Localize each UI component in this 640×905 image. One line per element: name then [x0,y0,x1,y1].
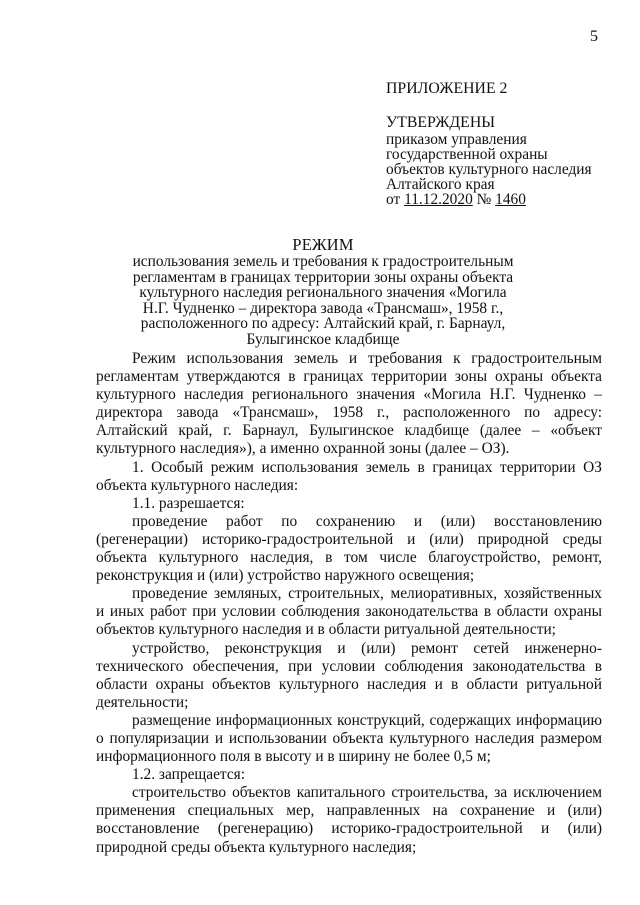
order-date-line [386,192,626,207]
allowed-item: проведение работ по сохранению и (или) восстановлению (регенерации) историко-градостроительной и (или) природной среды объекта культурного наследия, в том числе благоустройство, ремонт, реконструкция и (или) устройство наружного освещения; [96,512,602,585]
order-line: Алтайского края [386,176,495,193]
regime-subtitle-line: регламентам в границах территории зоны охраны объекта [132,268,514,286]
appendix-title: ПРИЛОЖЕНИЕ 2 [386,80,508,97]
allowed-item: размещение информационных конструкций, содержащих информацию о популяризации и использовании объекта культурного наследия размером информационного поля в высоту и в ширину не более 0,5 м; [96,711,602,766]
clause-1: 1. Особый режим использования земель в границах территории ОЗ объекта культурного наследия: [96,458,602,494]
order-line: государственной охраны [386,146,548,163]
clause-1-1: 1.1. разрешается: [132,494,245,512]
number-sign: № [472,191,496,208]
allowed-item: устройство, реконструкция и (или) ремонт сетей инженерно-технического обеспечения, при условии соблюдения законодательства в области охраны объектов культурного наследия и в области ритуальной деятельности; [96,639,602,711]
regime-subtitle [108,254,538,348]
page-number: 5 [590,28,598,45]
intro-paragraph: Режим использования земель и требования к градостроительным регламентам утверждаются в границах территории зоны охраны объекта культурного наследия регионального значения «Могила Н.Г. Чудненко – директора завода «Трансмаш», 1958 г., расположенного по адресу: Алтайский край, г. Барнаул, Булыгинское кладбище (далее – «объект культурного наследия»), а именно охранной зоны (далее – ОЗ). [96,350,602,458]
appendix-block [386,80,626,207]
regime-subtitle-line: использования земель и требования к градостроительным [132,253,514,270]
regime-subtitle-line: культурного наследия регионального значения «Могила [139,284,507,302]
regime-subtitle-line: Булыгинское кладбище [246,330,400,348]
order-reference [386,132,626,207]
clause-1-2: 1.2. запрещается: [132,766,246,784]
regime-heading: РЕЖИМ [292,235,354,254]
order-date: 11.12.2020 [404,191,473,208]
order-line: приказом управления [386,131,527,148]
regime-subtitle-line: Н.Г. Чудненко – директора завода «Трансмаш», 1958 г., [142,299,504,317]
date-prefix: от [386,191,405,208]
approved-heading: УТВЕРЖДЕНЫ [386,114,496,131]
regime-title-block [108,236,538,348]
document-body [96,350,602,857]
regime-subtitle-line: расположенного по адресу: Алтайский край, г. Барнаул, [140,315,506,333]
order-number: 1460 [495,191,526,208]
order-line: объектов культурного наследия [386,161,592,178]
allowed-item: проведение земляных, строительных, мелиоративных, хозяйственных и иных работ при условии соблюдения законодательства в области охраны объектов культурного наследия и в области ритуальной деятельности; [96,585,602,639]
forbidden-item: строительство объектов капитального строительства, за исключением применения специальных мер, направленных на сохранение и (или) восстановление (регенерацию) историко-градостроительной и (или) природной среды объекта культурного наследия; [96,784,602,856]
